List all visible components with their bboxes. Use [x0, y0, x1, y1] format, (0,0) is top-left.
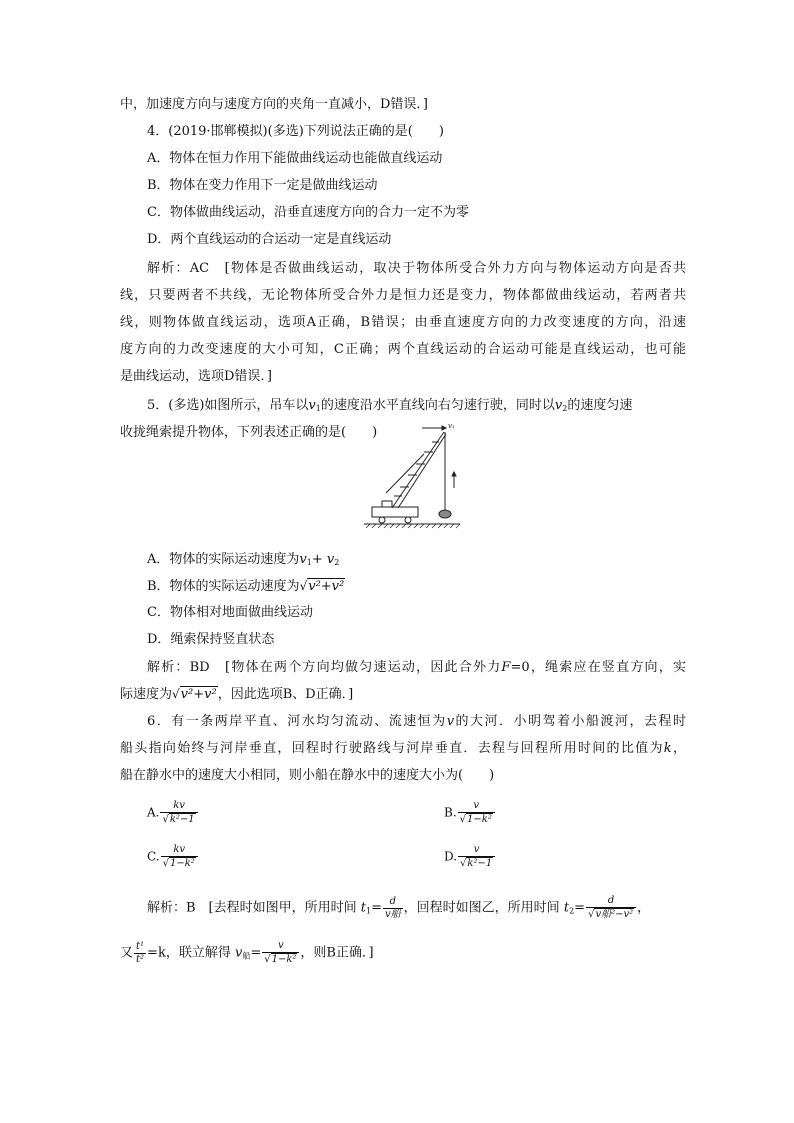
text-span: B．物体的实际运动速度为: [147, 579, 300, 594]
symbol: v: [458, 800, 495, 813]
symbol: v船²−v²: [595, 909, 634, 920]
text-span: C.: [147, 849, 160, 864]
truck-wheel: [379, 517, 385, 523]
symbol: v: [554, 398, 563, 413]
q6-option-a: A. $\frac{kv}{\text{√k²−1}}$: [147, 800, 199, 826]
text-span: 5．(多选)如图所示，吊车以: [147, 398, 309, 413]
text-span: A.: [147, 805, 160, 820]
text-span: 又: [120, 945, 134, 961]
q6-option-b: B. $\frac{v}{\text{√1−k²}}$: [444, 800, 496, 826]
text-span: =0，绳索应在竖直方向，实: [510, 660, 686, 675]
v1-label: v₁: [448, 422, 455, 430]
q4-answer-line: 解析：AC [物体是否做曲线运动，取决于物体所受合外力方向与物体运动方向是否共: [147, 261, 686, 276]
q4-answer-line: 线，只要两者不共线，无论物体所受合外力是恒力还是变力，物体都做曲线运动，若两者共: [120, 288, 686, 303]
text-span: 的速度匀速: [567, 398, 633, 413]
symbol: k²−1: [467, 858, 493, 869]
symbol: 1: [306, 558, 312, 567]
question-4: 4．(2019·邯郸模拟)(多选)下列说法正确的是( ): [147, 124, 444, 139]
q6-answer-line: 又 $\frac{\text{t¹}}{\text{t²}}$ =k，联立解得 $v_船=$ $\frac{v}{\text{√1−k²}}$ ，则B正确．]: [120, 940, 374, 965]
text-span: A．物体的实际运动速度为: [147, 552, 300, 567]
truck-wheel: [405, 517, 411, 523]
symbol: 船: [242, 951, 251, 961]
question-6-line2: [120, 741, 686, 757]
symbol: t: [563, 900, 570, 916]
symbol: t¹: [136, 940, 145, 952]
q5-answer-line: 际速度为√v²+v²，因此选项B、D正确．]: [120, 687, 354, 702]
truck-cab: [382, 501, 392, 507]
crane-boom-inner: [398, 434, 446, 508]
symbol: d: [586, 895, 636, 908]
q6-option-d: D. $\frac{v}{\text{√k²−1}}$: [444, 844, 496, 870]
symbol: v²+v²: [180, 687, 217, 702]
symbol: v: [262, 940, 299, 953]
symbol: v: [299, 552, 307, 567]
symbol: t²: [136, 953, 145, 965]
symbol: F: [501, 660, 511, 675]
symbol: 1: [315, 404, 321, 413]
q4-option-c: C．物体做曲线运动，沿垂直速度方向的合力一定不为零: [147, 205, 469, 220]
symbol: 2: [334, 558, 340, 567]
symbol: 2: [562, 404, 568, 413]
symbol: +: [311, 552, 323, 567]
lifted-object: [439, 510, 451, 518]
text-span: 解析：B [去程时如图甲，所用时间: [147, 900, 357, 916]
symbol: k: [663, 741, 672, 756]
q4-option-d: D．两个直线运动的合运动一定是直线运动: [147, 232, 392, 247]
symbol: v: [234, 945, 243, 961]
q6-option-c: C. $\frac{kv}{\text{√1−k²}}$: [147, 844, 199, 870]
crane-boom: [392, 432, 444, 508]
q5-option-d: D．绳索保持竖直状态: [147, 632, 275, 647]
crane-figure: [362, 418, 462, 536]
symbol: =: [574, 900, 586, 916]
symbol: v: [326, 552, 335, 567]
truck-body: [372, 507, 418, 517]
symbol: t: [360, 900, 367, 916]
text-span: 的大河．小明驾着小船渡河，去程时: [454, 714, 686, 729]
text-span: 解析：BD [物体在两个方向均做匀速运动，因此合外力: [147, 660, 502, 675]
question-6-line3: 船在静水中的速度大小相同，则小船在静水中的速度大小为( ): [120, 768, 495, 783]
text-span: =k，联立解得: [147, 945, 231, 961]
symbol: ，: [637, 900, 651, 916]
text-span: ，因此选项B、D正确．]: [217, 687, 354, 702]
v2-arrowhead: [452, 472, 456, 476]
text-span: 的速度沿水平直线向右匀速行驶，同时以: [320, 398, 555, 413]
q4-answer-line: 是曲线运动，选项D错误．]: [120, 369, 272, 384]
q4-answer-line: 度方向的力改变速度的大小可知，C正确；两个直线运动的合运动可能是直线运动，也可能: [120, 342, 686, 357]
text-span: 际速度为: [120, 687, 173, 702]
q5-answer-line: [147, 660, 686, 676]
symbol: v: [308, 398, 316, 413]
text-span: 6．有一条两岸平直、河水均匀流动、流速恒为: [147, 714, 447, 729]
q5-option-a: [147, 552, 339, 571]
question-5: [147, 398, 632, 417]
symbol: kv: [161, 844, 198, 857]
symbol: d: [383, 896, 403, 909]
symbol: k²−1: [169, 814, 195, 825]
question-5-line2: 收拢绳索提升物体，下列表述正确的是( ): [120, 425, 378, 440]
symbol: v²+v²: [308, 579, 345, 594]
symbol: =: [250, 945, 262, 961]
text-span: ，则B正确．]: [300, 945, 374, 961]
q5-option-c: C．物体相对地面做曲线运动: [147, 605, 313, 620]
text-span: 船头指向始终与河岸垂直，回程时行驶路线与河岸垂直．去程与回程所用时间的比值为: [120, 741, 664, 756]
symbol: ，: [671, 741, 686, 756]
text-span: D.: [444, 849, 458, 864]
symbol: 2: [569, 906, 575, 916]
q6-answer-line: 解析：B [去程时如图甲，所用时间 $t_1=$ $\frac{d}{\text{v船}}$ ，回程时如图乙，所用时间 $t_2=$ $\frac{d}{\text{√v船²−v²}}$ ，: [147, 895, 651, 920]
symbol: v: [446, 714, 455, 729]
text-span: ，回程时如图乙，所用时间: [403, 900, 560, 916]
symbol: 1−k²: [467, 814, 492, 825]
q5-option-b: B．物体的实际运动速度为√v²+v²: [147, 579, 345, 594]
q4-option-b: B．物体在变力作用下一定是做曲线运动: [147, 178, 378, 193]
q4-option-a: A．物体在恒力作用下能做曲线运动也能做直线运动: [147, 151, 443, 166]
symbol: kv: [160, 800, 197, 813]
symbol: 1: [366, 906, 372, 916]
symbol: v船: [385, 908, 401, 920]
symbol: v: [458, 844, 495, 857]
text-span: B.: [444, 805, 457, 820]
q4-answer-line: 线，则物体做直线运动，选项A正确，B错误；由垂直速度方向的力改变速度的方向，沿速: [120, 315, 686, 330]
symbol: 1−k²: [271, 954, 297, 965]
symbol: 1−k²: [169, 858, 195, 869]
symbol: =: [371, 900, 383, 916]
question-6: [147, 714, 686, 730]
text-line: 中，加速度方向与速度方向的夹角一直减小，D错误．]: [120, 97, 428, 112]
v1-arrowhead: [442, 426, 446, 430]
